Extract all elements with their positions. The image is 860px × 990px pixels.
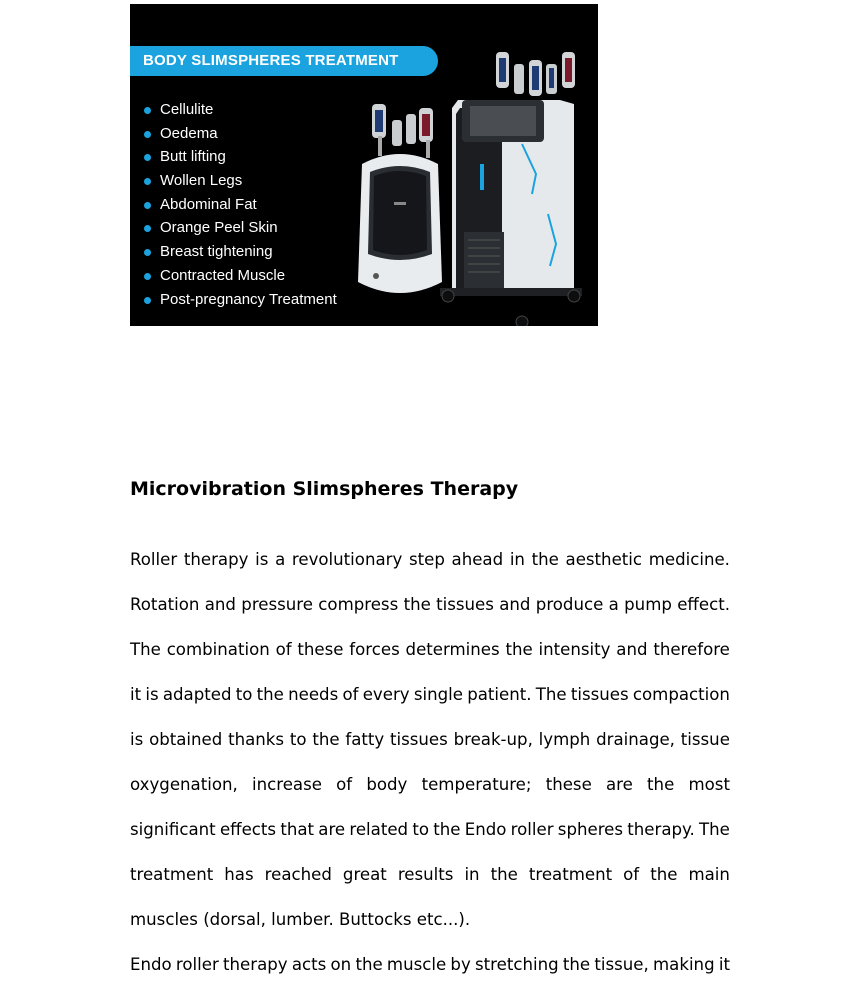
word: combination — [166, 640, 270, 659]
word: of — [275, 640, 292, 659]
word: Roller — [130, 550, 178, 569]
article-body — [130, 540, 730, 990]
word: therapy. — [627, 820, 695, 839]
word: a — [608, 595, 619, 614]
word: compress — [318, 595, 399, 614]
word: great — [342, 865, 387, 884]
word: has — [224, 865, 254, 884]
word: compaction — [632, 685, 730, 704]
word: produce — [535, 595, 604, 614]
word: muscle — [386, 955, 447, 974]
word: needs — [288, 685, 339, 704]
list-item: Post-pregnancy Treatment — [144, 288, 337, 312]
word: related — [349, 820, 409, 839]
paragraph-line — [130, 540, 730, 585]
paragraph-line — [130, 765, 730, 810]
word: these — [545, 775, 592, 794]
word: making — [653, 955, 715, 974]
paragraph-line: muscles (dorsal, lumber. Buttocks etc...). — [130, 910, 471, 929]
word: reached — [264, 865, 332, 884]
word: fatty — [345, 730, 385, 749]
list-item: Wollen Legs — [144, 169, 337, 193]
word: aesthetic — [565, 550, 643, 569]
paragraph-line — [130, 945, 730, 990]
word: is — [255, 550, 269, 569]
word: roller — [510, 820, 554, 839]
word: the — [490, 865, 518, 884]
word: increase — [251, 775, 322, 794]
word: is — [130, 730, 144, 749]
word: these — [297, 640, 344, 659]
word: The — [699, 820, 730, 839]
list-item: Breast tightening — [144, 240, 337, 264]
word: tissue — [680, 730, 730, 749]
word: the — [647, 775, 675, 794]
list-item: Abdominal Fat — [144, 193, 337, 217]
product-banner-image — [130, 4, 598, 326]
word: Endo — [464, 820, 507, 839]
word: medicine. — [648, 550, 730, 569]
page-title: Microvibration Slimspheres Therapy — [130, 478, 519, 500]
word: that — [280, 820, 315, 839]
word: are — [318, 820, 346, 839]
word: acts — [291, 955, 327, 974]
small-device-handles-icon — [372, 104, 433, 158]
word: of — [623, 865, 640, 884]
word: is — [145, 685, 159, 704]
word: drainage, — [596, 730, 675, 749]
word: significant — [130, 820, 216, 839]
word: tissues — [570, 685, 629, 704]
paragraph-line — [130, 675, 730, 720]
word: therefore — [653, 640, 730, 659]
word: on — [330, 955, 352, 974]
word: the — [312, 730, 340, 749]
paragraph-line — [130, 855, 730, 900]
word: revolutionary — [291, 550, 403, 569]
word: and — [204, 595, 236, 614]
word: The — [535, 685, 567, 704]
word: to — [235, 685, 253, 704]
word: therapy — [223, 955, 288, 974]
word: to — [412, 820, 429, 839]
word: the — [531, 550, 559, 569]
word: a — [275, 550, 286, 569]
word: Endo — [130, 955, 172, 974]
word: single — [413, 685, 463, 704]
word: lymph — [538, 730, 591, 749]
word: and — [616, 640, 648, 659]
word: patient. — [467, 685, 532, 704]
word: the — [256, 685, 284, 704]
word: every — [362, 685, 410, 704]
word: roller — [175, 955, 219, 974]
word: stretching — [475, 955, 559, 974]
list-item: Orange Peel Skin — [144, 216, 337, 240]
word: The — [130, 640, 161, 659]
word: treatment — [528, 865, 613, 884]
word: pressure — [241, 595, 313, 614]
word: are — [606, 775, 633, 794]
word: adapted — [162, 685, 232, 704]
word: Rotation — [130, 595, 200, 614]
word: of — [336, 775, 353, 794]
word: the — [403, 595, 431, 614]
word: to — [289, 730, 307, 749]
word: pump — [624, 595, 672, 614]
word: and — [499, 595, 531, 614]
word: of — [342, 685, 359, 704]
word: temperature; — [421, 775, 532, 794]
list-item: Oedema — [144, 122, 337, 146]
word: forces — [349, 640, 400, 659]
word: treatment — [130, 865, 214, 884]
word: in — [464, 865, 480, 884]
word: step — [408, 550, 445, 569]
paragraph-line — [130, 585, 730, 630]
word: spheres — [557, 820, 624, 839]
large-device-handles-icon — [496, 52, 575, 96]
paragraph-line — [130, 720, 730, 765]
word: the — [562, 955, 591, 974]
word: determines — [405, 640, 500, 659]
word: body — [366, 775, 408, 794]
word: break-up, — [453, 730, 533, 749]
word: effects — [219, 820, 277, 839]
word: intensity — [538, 640, 611, 659]
word: the — [650, 865, 678, 884]
word: tissues — [436, 595, 494, 614]
word: tissues — [390, 730, 448, 749]
word: effect. — [677, 595, 730, 614]
word: therapy — [183, 550, 249, 569]
word: thanks — [228, 730, 285, 749]
banner-title: BODY SLIMSPHERES TREATMENT — [130, 46, 438, 76]
list-item: Cellulite — [144, 98, 337, 122]
word: it — [130, 685, 142, 704]
large-device-body-icon — [440, 100, 582, 326]
word: obtained — [149, 730, 223, 749]
paragraph-line — [130, 630, 730, 675]
word: tissue, — [594, 955, 649, 974]
word: ahead — [451, 550, 504, 569]
word: the — [505, 640, 533, 659]
word: most — [688, 775, 730, 794]
word: in — [509, 550, 525, 569]
word: results — [397, 865, 454, 884]
paragraph-line — [130, 810, 730, 855]
word: by — [450, 955, 471, 974]
word: the — [433, 820, 461, 839]
word: the — [355, 955, 383, 974]
list-item: Contracted Muscle — [144, 264, 337, 288]
word: oxygenation, — [130, 775, 238, 794]
word: main — [688, 865, 730, 884]
slimspheres-devices-illustration — [130, 4, 598, 326]
list-item: Butt lifting — [144, 145, 337, 169]
small-device-body-icon — [358, 154, 442, 293]
word: it — [718, 955, 730, 974]
